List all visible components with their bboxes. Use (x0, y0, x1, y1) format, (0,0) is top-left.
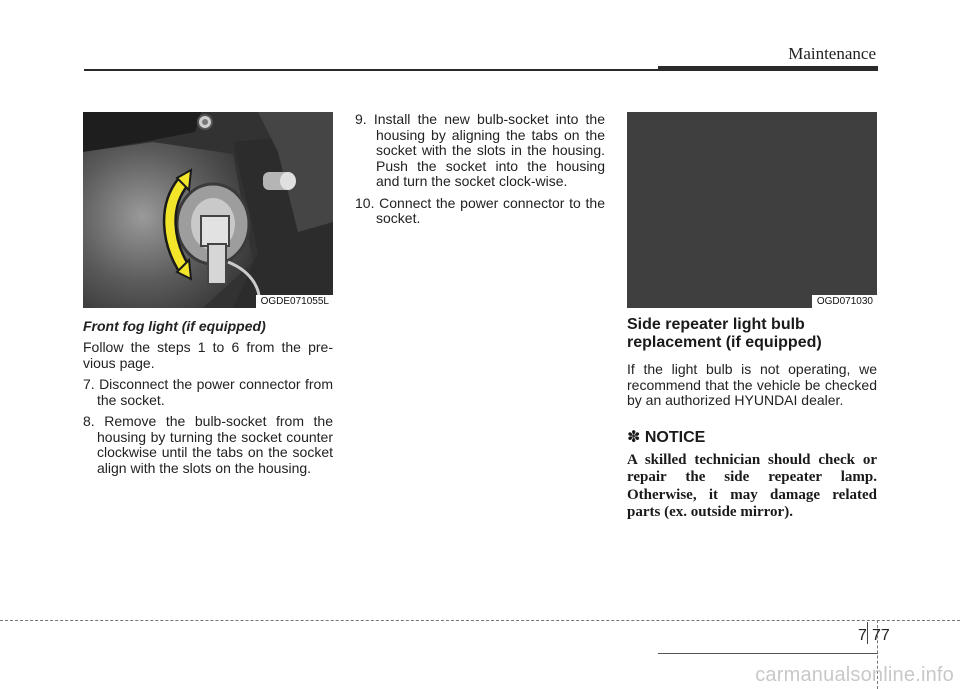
chapter-number: 7 (858, 627, 867, 644)
step-item: 7. Disconnect the power connector from the socket. (83, 376, 333, 408)
section-body: If the light bulb is not operating, we recommend that the vehicle be checked by an authorized HYUNDAI dealer. (627, 361, 877, 408)
step-item: 10. Connect the power connector to the socket. (355, 194, 605, 226)
section-title: Side repeater light bulb replacement (if equipped) (627, 316, 822, 351)
page-number-divider (867, 622, 868, 644)
steps-list (355, 112, 605, 227)
left-column (83, 112, 333, 482)
photo-code: OGD071030 (812, 295, 877, 308)
photo-code: OGDE071055L (256, 295, 333, 308)
side-repeater-photo (627, 112, 877, 308)
fog-light-photo (83, 112, 333, 308)
header-rule-accent (658, 66, 878, 71)
steps-list (83, 377, 333, 476)
notice-title: ✽ NOTICE (627, 428, 706, 446)
right-column (627, 112, 877, 522)
notice-text: A skilled technician should check or repair the side repeater lamp. Otherwise, it may damage related parts (ex. outside mirror). (627, 451, 877, 520)
footer-dashed-line (0, 620, 960, 621)
watermark: carmanualsonline.info (755, 664, 954, 686)
step-item: 8. Remove the bulb-socket from the housing by turning the socket counter clockwise until the tabs on the socket align with the slots on the housing. (83, 413, 333, 476)
intro-text: Follow the steps 1 to 6 from the pre-vious page. (83, 339, 333, 371)
middle-column (355, 112, 605, 233)
footer-rule (658, 653, 878, 654)
page-number: 77 (872, 627, 890, 644)
header-title: Maintenance (788, 44, 876, 63)
step-item: 9. Install the new bulb-socket into the housing by aligning the tabs on the socket with the slots in the housing. Push the socket into the housing and turn the socket clock-wise. (355, 111, 605, 189)
subheading: Front fog light (if equipped) (83, 318, 266, 334)
fog-light-illustration (83, 112, 333, 308)
